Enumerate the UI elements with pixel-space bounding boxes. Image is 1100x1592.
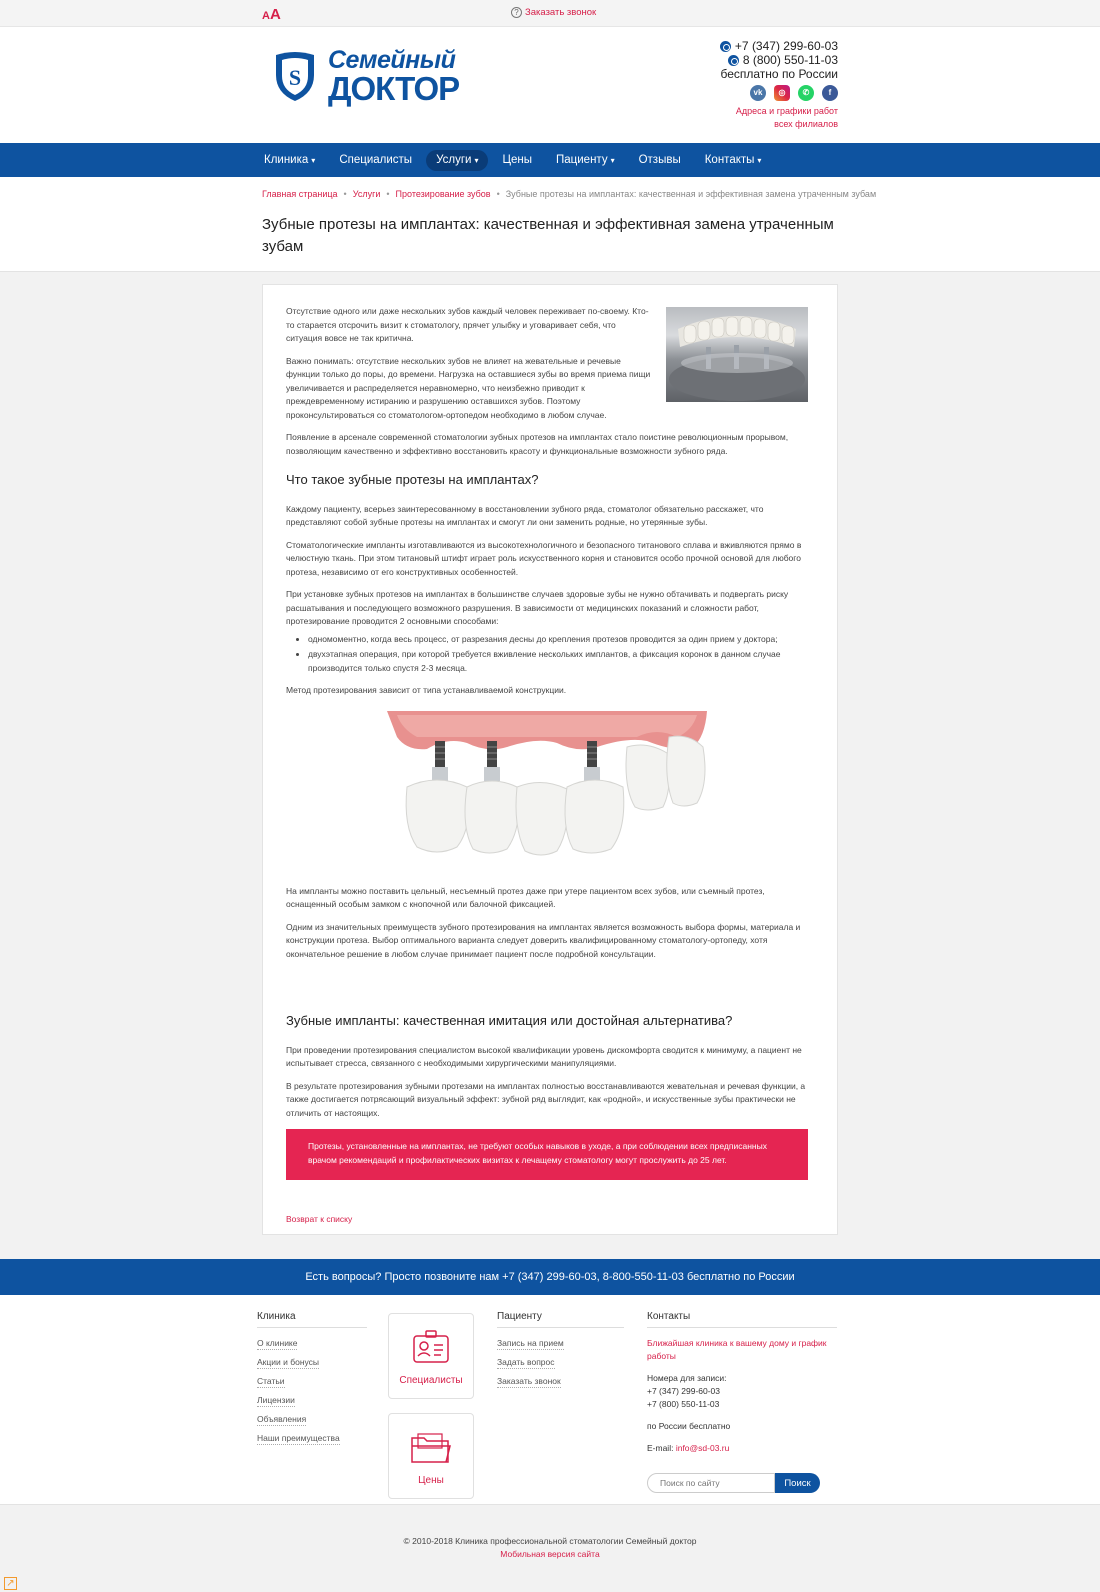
social-links — [720, 85, 838, 101]
logo-line-1: Семейный — [328, 46, 456, 74]
methods-list — [308, 633, 808, 676]
phone-1[interactable]: +7 (347) 299-60-03 — [734, 39, 838, 53]
logo-line-2: ДОКТОР — [328, 69, 460, 107]
prices-tile[interactable] — [388, 1413, 474, 1499]
footer-clinic-column — [257, 1311, 367, 1451]
nav-item-patient[interactable]: Пациенту ▾ — [556, 154, 615, 166]
article-paragraph: Появление в арсенале современной стоматологии зубных протезов на имплантах стало поистине революционным прорывом, позволяющим качественно и эффективно восстановить красоту и функциональные возможности зубного ряда. — [286, 432, 789, 456]
instagram-icon[interactable]: ◎ — [774, 85, 790, 101]
free-note: по России бесплатно — [647, 1421, 731, 1431]
footer-clinic-title: Клиника — [257, 1311, 367, 1328]
call-banner: Есть вопросы? Просто позвоните нам +7 (347) 299-60-03, 8-800-550-11-03 бесплатно по России — [0, 1259, 1100, 1295]
article-paragraph: В результате протезирования зубными протезами на имплантах полностью восстанавливаются жевательная и речевая функции, а также достигается потрясающий визуальный эффект: зубной ряд выглядит, как «родной», и искусственные зубы практически не отличить от настоящих. — [286, 1080, 806, 1118]
list-item: • одномоментно, когда весь процесс, от разрезания десны до крепления протезов проводится за один прием у доктора; — [308, 633, 808, 647]
folder-icon — [406, 1426, 456, 1470]
article-paragraph: Каждому пациенту, всерьез заинтересованному в восстановлении зубного ряда, стоматолог обязательно расскажет, что представляют собой зубные протезы на имплантах и смогут ли они заменить родные, но утерянные зубы. — [286, 503, 764, 527]
list-item: • двухэтапная операция, при которой требуется вживление нескольких имплантов, а фиксация коронок в данном случае производится только спустя 2-3 месяца. — [308, 648, 808, 675]
specialists-tile-label: Специалисты — [399, 1375, 463, 1386]
nav-item-prices[interactable]: Цены — [502, 154, 532, 166]
site-footer — [0, 1295, 1100, 1505]
id-card-icon — [406, 1326, 456, 1370]
expand-arrow-icon[interactable]: ↗ — [4, 1577, 17, 1590]
footer-link-articles[interactable]: Статьи — [257, 1376, 285, 1386]
search-input[interactable] — [647, 1473, 775, 1493]
mobile-version-link[interactable]: Мобильная версия сайта — [500, 1549, 600, 1559]
breadcrumb: Главная страница • Услуги • Протезирование зубов • Зубные протезы на имплантах: качественная и эффективная замена утраченным зубам — [262, 189, 877, 199]
footer-contacts-title: Контакты — [647, 1311, 837, 1328]
section-heading: Что такое зубные протезы на имплантах? — [286, 472, 539, 487]
footer-link-advantages[interactable]: Наши преимущества — [257, 1433, 340, 1443]
article-paragraph: Отсутствие одного или даже нескольких зубов каждый человек переживает по-своему. Кто-то старается отсрочить визит к стоматологу, прячет улыбку и уговаривает себя, что ситуация вовсе не так критична. — [286, 306, 649, 343]
breadcrumb-current: Зубные протезы на имплантах: качественная и эффективная замена утраченным зубам — [505, 189, 877, 199]
whatsapp-icon[interactable]: ✆ — [798, 85, 814, 101]
footer-link-announcements[interactable]: Объявления — [257, 1414, 307, 1424]
article-paragraph: Метод протезирования зависит от типа устанавливаемой конструкции. — [286, 685, 567, 695]
footer-link-ask-question[interactable]: Задать вопрос — [497, 1357, 555, 1367]
article-paragraph: Важно понимать: отсутствие нескольких зубов не влияет на жевательные и речевые функции только до поры, до времени. Нагрузка на оставшиеся зубы во время приема пищи увеличивается и распределяется неравномерно, что неизбежно приводит к преждевременному истиранию и разрушению оставшихся зубов. Поэтому проконсультироваться со стоматологом-ортопедом необходимо в любом случае. — [286, 355, 651, 420]
breadcrumb-services[interactable]: Услуги — [352, 189, 381, 199]
site-search — [647, 1473, 820, 1493]
specialists-tile[interactable] — [388, 1313, 474, 1399]
article-paragraph: Одним из значительных преимуществ зубного протезирования на имплантах является возможность выбора формы, материала и конструкции протеза. Выбор оптимального варианта следует доверить квалифицированному стоматологу-ортопеду, хотя окончательное решение в любом случае принимает пациент после подробной консультации. — [286, 921, 801, 959]
nav-item-reviews[interactable]: Отзывы — [638, 154, 681, 166]
breadcrumb-home[interactable]: Главная страница — [262, 189, 338, 199]
implant-bridge-image — [377, 707, 717, 867]
top-bar — [0, 0, 1100, 27]
phone-2[interactable]: 8 (800) 550-11-03 — [742, 53, 838, 67]
site-logo[interactable] — [272, 46, 460, 107]
article-card — [262, 284, 838, 1235]
nav-item-specialists[interactable]: Специалисты — [339, 154, 413, 166]
font-small-glyph: А — [262, 10, 270, 22]
footer-link-promos[interactable]: Акции и бонусы — [257, 1357, 320, 1367]
nav-item-services[interactable]: Услуги ▾ — [426, 150, 488, 171]
footer-phone-1[interactable]: +7 (347) 299-60-03 — [647, 1386, 721, 1396]
email-row — [647, 1442, 837, 1455]
nav-item-clinic[interactable]: Клиника ▾ — [264, 154, 316, 166]
phone-icon — [720, 41, 731, 52]
nearest-clinic-link[interactable]: Ближайшая клиника к вашему дому и график работы — [647, 1338, 827, 1361]
footer-patient-title: Пациенту — [497, 1311, 624, 1328]
footer-phone-2[interactable]: +7 (800) 550-11-03 — [647, 1399, 720, 1409]
font-size-toggle[interactable] — [262, 6, 281, 23]
highlight-callout: Протезы, установленные на имплантах, не требуют особых навыков в уходе, а при соблюдении всех предписанных врачом рекомендаций и профилактических визитах к лечащему стоматологу могут прослужить до 25 лет. — [286, 1129, 808, 1180]
prices-tile-label: Цены — [418, 1475, 444, 1486]
email-link[interactable]: info@sd-03.ru — [675, 1443, 730, 1453]
copyright — [0, 1535, 1100, 1561]
order-call-link[interactable] — [511, 7, 596, 18]
copyright-text: © 2010-2018 Клиника профессиональной стоматологии Семейный доктор — [403, 1536, 697, 1546]
search-button[interactable]: Поиск — [775, 1473, 820, 1493]
order-call-label: Заказать звонок — [525, 7, 597, 18]
phone-note: бесплатно по России — [720, 67, 838, 81]
footer-contacts-column — [647, 1311, 837, 1455]
phone-icon — [728, 55, 739, 66]
back-to-list-link[interactable]: Возврат к списку — [286, 1214, 353, 1224]
nav-item-contacts[interactable]: Контакты ▾ — [704, 154, 762, 166]
facebook-icon[interactable]: f — [822, 85, 838, 101]
font-big-glyph: А — [269, 6, 281, 23]
footer-link-appointment[interactable]: Запись на прием — [497, 1338, 564, 1348]
header-contacts — [720, 39, 838, 131]
question-icon: ? — [511, 7, 522, 18]
branches-link[interactable]: Адреса и графики работ всех филиалов — [735, 106, 838, 129]
footer-link-about[interactable]: О клинике — [257, 1338, 298, 1348]
breadcrumb-prosthetics[interactable]: Протезирование зубов — [395, 189, 491, 199]
svg-text:S: S — [288, 64, 302, 90]
article-content — [286, 305, 808, 1227]
site-header — [0, 27, 1100, 143]
title-area — [0, 177, 1100, 272]
numbers-label: Номера для записи: — [647, 1373, 727, 1383]
article-paragraph: При установке зубных протезов на имплантах в большинстве случаев здоровые зубы не нужно обтачивать и подвергать риску расшатывания и последующего возможного разрушения. В зависимости от медицинских показаний и сложности работ, протезирование проводится 2 основными способами: — [286, 589, 789, 626]
vk-icon[interactable]: vk — [750, 85, 766, 101]
main-nav — [0, 143, 1100, 177]
dental-model-image — [666, 307, 808, 402]
shield-logo-icon — [272, 51, 318, 103]
footer-link-order-call[interactable]: Заказать звонок — [497, 1376, 561, 1386]
article-paragraph: На импланты можно поставить цельный, несъемный протез даже при утере пациентом всех зубов, или съемный протез, оснащенный особым замком с кнопочной или балочной фиксацией. — [286, 885, 765, 909]
page-title: Зубные протезы на имплантах: качественная и эффективная замена утраченным зубам — [262, 216, 834, 255]
footer-patient-column — [497, 1311, 624, 1394]
footer-link-licenses[interactable]: Лицензии — [257, 1395, 295, 1405]
section-heading: Зубные импланты: качественная имитация или достойная альтернатива? — [286, 1013, 733, 1028]
email-label: E-mail: — [647, 1443, 674, 1453]
article-paragraph: При проведении протезирования специалистом высокой квалификации уровень дискомфорта сводится к минимуму, а пациент не испытывает стресса, связанного с необходимыми хирургическими манипуляциями. — [286, 1044, 802, 1068]
article-paragraph: Стоматологические импланты изготавливаются из высокотехнологичного и безопасного титанового сплава и вживляются прямо в челюстную ткань. При этом титановый штифт играет роль искусственного корня и становится особо прочной основой для любого протеза, независимо от его конструктивных особенностей. — [286, 539, 802, 577]
